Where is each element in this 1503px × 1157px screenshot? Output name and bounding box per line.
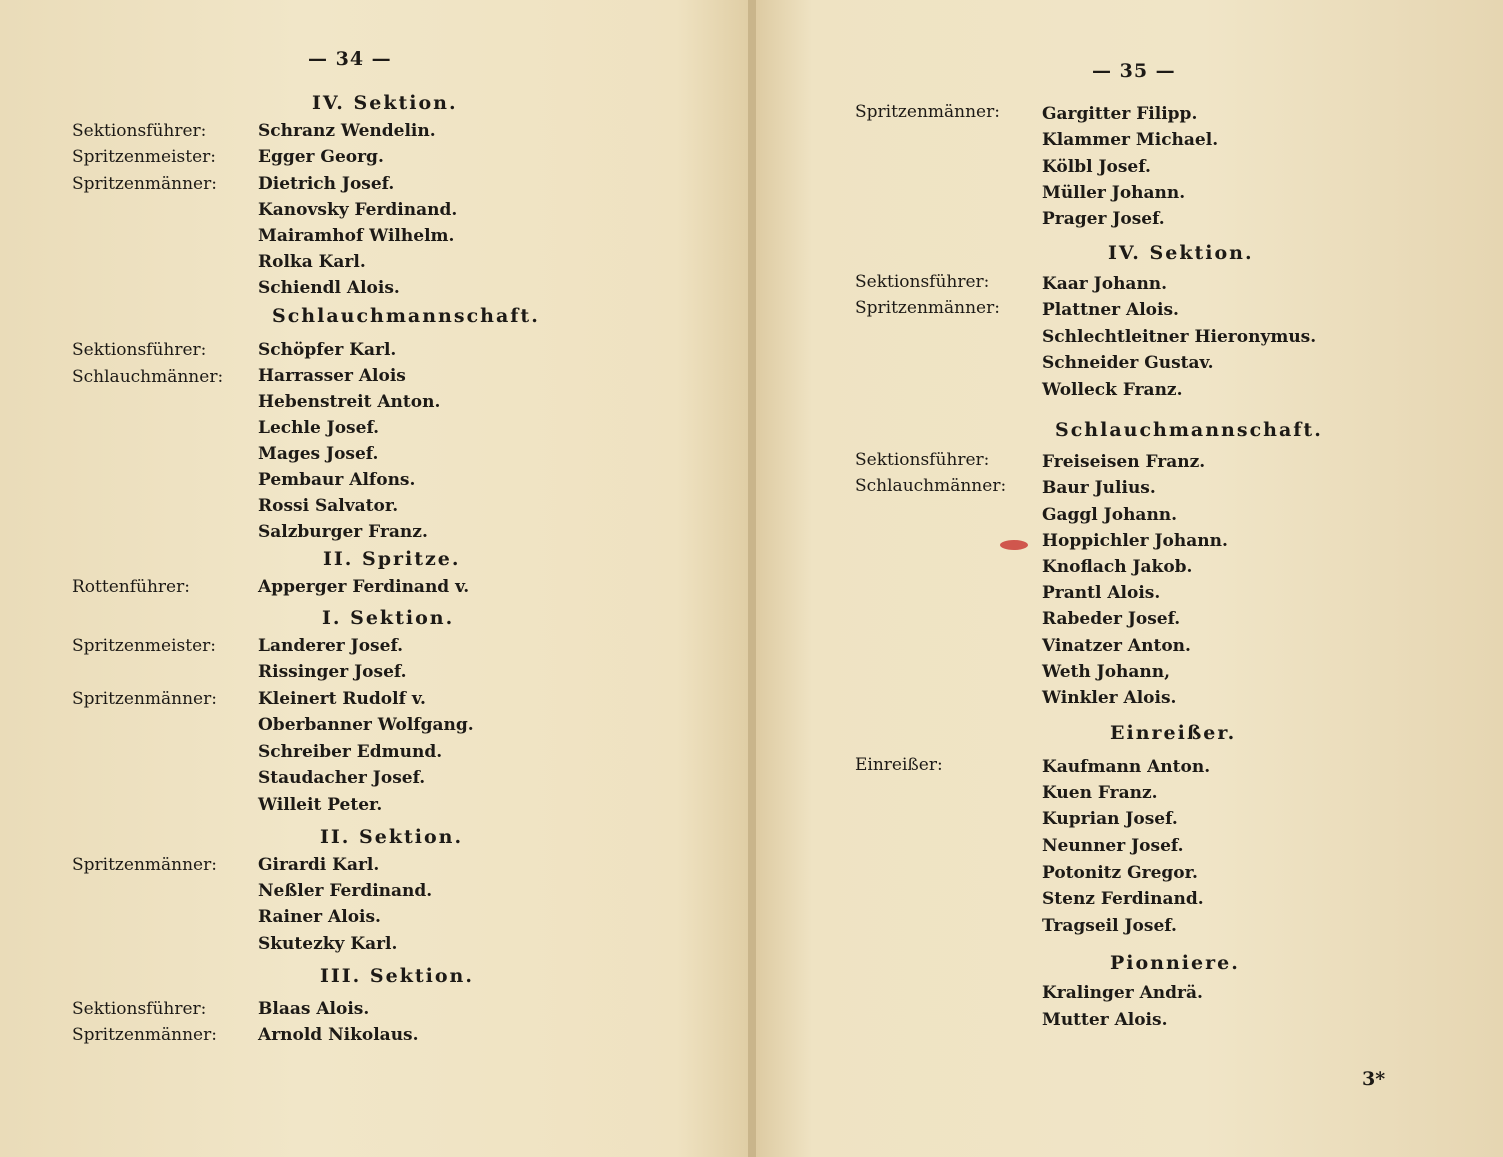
section-heading: Pionniere. <box>1110 952 1240 974</box>
page-number: — 35 — <box>1092 60 1176 82</box>
role-label: Schlauchmänner: <box>855 476 1007 496</box>
member-name: Prager Josef. <box>1042 209 1165 229</box>
member-name: Landerer Josef. <box>258 636 404 656</box>
member-name: Mairamhof Wilhelm. <box>258 226 455 246</box>
member-name: Harrasser Alois <box>258 366 406 386</box>
member-name: Hebenstreit Anton. <box>258 392 441 412</box>
red-ink-mark <box>1000 540 1028 550</box>
role-label: Spritzenmänner: <box>72 174 217 194</box>
member-name: Klammer Michael. <box>1042 130 1219 150</box>
member-name: Freiseisen Franz. <box>1042 452 1206 472</box>
role-label: Sektionsführer: <box>855 272 990 292</box>
member-name: Potonitz Gregor. <box>1042 863 1198 883</box>
section-heading: II. Sektion. <box>320 826 464 848</box>
member-name: Neunner Josef. <box>1042 836 1184 856</box>
member-name: Rolka Karl. <box>258 252 366 272</box>
member-name: Kralinger Andrä. <box>1042 983 1203 1003</box>
section-heading: IV. Sektion. <box>312 92 458 114</box>
member-name: Prantl Alois. <box>1042 583 1161 603</box>
member-name: Dietrich Josef. <box>258 174 395 194</box>
section-heading: II. Spritze. <box>323 548 461 570</box>
section-heading: III. Sektion. <box>320 965 474 987</box>
member-name: Wolleck Franz. <box>1042 380 1183 400</box>
section-heading: Schlauchmannschaft. <box>272 305 540 327</box>
member-name: Rabeder Josef. <box>1042 609 1181 629</box>
member-name: Winkler Alois. <box>1042 688 1177 708</box>
member-name: Kaufmann Anton. <box>1042 757 1211 777</box>
role-label: Sektionsführer: <box>855 450 990 470</box>
member-name: Hoppichler Johann. <box>1042 531 1228 551</box>
member-name: Skutezky Karl. <box>258 934 398 954</box>
member-name: Kanovsky Ferdinand. <box>258 200 458 220</box>
member-name: Mages Josef. <box>258 444 379 464</box>
member-name: Tragseil Josef. <box>1042 916 1177 936</box>
member-name: Schiendl Alois. <box>258 278 400 298</box>
role-label: Spritzenmeister: <box>72 147 216 167</box>
member-name: Knoflach Jakob. <box>1042 557 1193 577</box>
member-name: Schlechtleitner Hieronymus. <box>1042 327 1317 347</box>
member-name: Schneider Gustav. <box>1042 353 1214 373</box>
member-name: Egger Georg. <box>258 147 384 167</box>
member-name: Blaas Alois. <box>258 999 370 1019</box>
member-name: Neßler Ferdinand. <box>258 881 433 901</box>
member-name: Mutter Alois. <box>1042 1010 1168 1030</box>
member-name: Gaggl Johann. <box>1042 505 1178 525</box>
role-label: Sektionsführer: <box>72 121 207 141</box>
member-name: Stenz Ferdinand. <box>1042 889 1204 909</box>
role-label: Spritzenmänner: <box>855 298 1000 318</box>
member-name: Kaar Johann. <box>1042 274 1168 294</box>
member-name: Oberbanner Wolfgang. <box>258 715 474 735</box>
section-heading: I. Sektion. <box>322 607 455 629</box>
role-label: Spritzenmänner: <box>72 689 217 709</box>
member-name: Willeit Peter. <box>258 795 383 815</box>
member-name: Rainer Alois. <box>258 907 381 927</box>
role-label: Spritzenmänner: <box>72 1025 217 1045</box>
book-gutter <box>748 0 756 1157</box>
member-name: Kuen Franz. <box>1042 783 1158 803</box>
member-name: Pembaur Alfons. <box>258 470 416 490</box>
role-label: Schlauchmänner: <box>72 367 224 387</box>
member-name: Lechle Josef. <box>258 418 380 438</box>
member-name: Arnold Nikolaus. <box>258 1025 419 1045</box>
member-name: Schöpfer Karl. <box>258 340 397 360</box>
page-number: — 34 — <box>308 48 392 70</box>
role-label: Spritzenmeister: <box>72 636 216 656</box>
role-label: Sektionsführer: <box>72 340 207 360</box>
member-name: Apperger Ferdinand v. <box>258 577 470 597</box>
member-name: Kuprian Josef. <box>1042 809 1178 829</box>
member-name: Baur Julius. <box>1042 478 1156 498</box>
member-name: Gargitter Filipp. <box>1042 104 1198 124</box>
section-heading: IV. Sektion. <box>1108 242 1254 264</box>
member-name: Plattner Alois. <box>1042 300 1179 320</box>
member-name: Salzburger Franz. <box>258 522 428 542</box>
member-name: Rossi Salvator. <box>258 496 399 516</box>
role-label: Spritzenmänner: <box>72 855 217 875</box>
section-heading: Schlauchmannschaft. <box>1055 419 1323 441</box>
member-name: Vinatzer Anton. <box>1042 636 1191 656</box>
member-name: Schreiber Edmund. <box>258 742 443 762</box>
role-label: Einreißer: <box>855 755 943 775</box>
role-label: Sektionsführer: <box>72 999 207 1019</box>
member-name: Müller Johann. <box>1042 183 1186 203</box>
role-label: Spritzenmänner: <box>855 102 1000 122</box>
role-label: Rottenführer: <box>72 577 190 597</box>
signature-mark: 3* <box>1362 1068 1386 1090</box>
member-name: Kölbl Josef. <box>1042 157 1151 177</box>
member-name: Girardi Karl. <box>258 855 380 875</box>
section-heading: Einreißer. <box>1110 722 1237 744</box>
member-name: Schranz Wendelin. <box>258 121 436 141</box>
member-name: Rissinger Josef. <box>258 662 407 682</box>
member-name: Kleinert Rudolf v. <box>258 689 426 709</box>
member-name: Staudacher Josef. <box>258 768 426 788</box>
member-name: Weth Johann, <box>1042 662 1171 682</box>
